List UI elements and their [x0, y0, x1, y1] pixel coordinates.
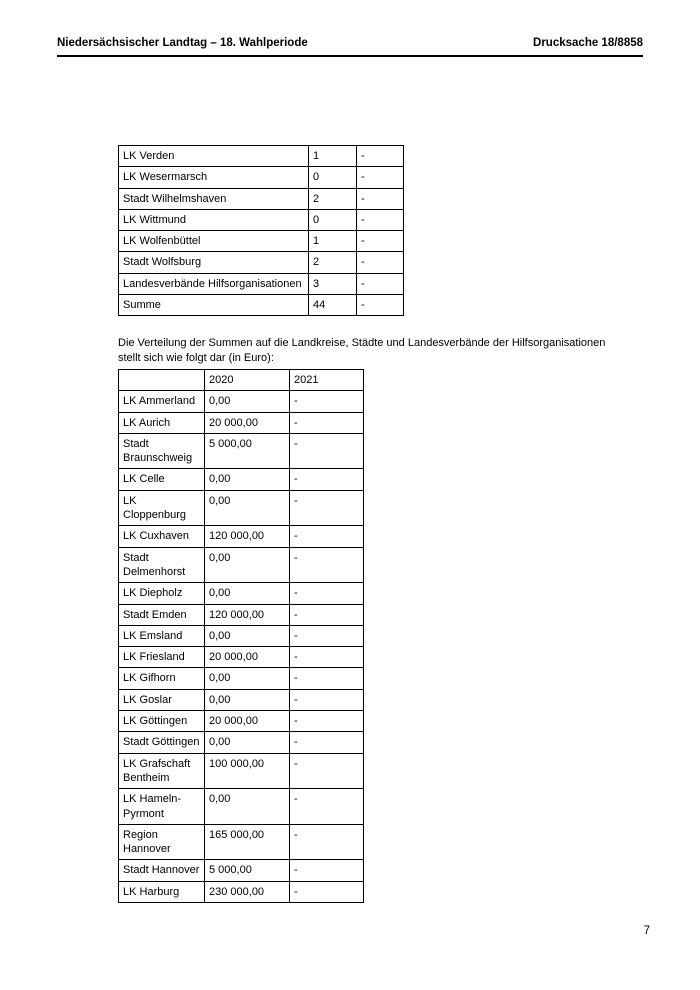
table-row	[119, 433, 364, 469]
table-cell: -	[357, 188, 404, 209]
table-cell: -	[290, 732, 364, 753]
table-cell: 20 000,00	[205, 412, 290, 433]
table-cell: 0,00	[205, 789, 290, 825]
table-cell: LK Wittmund	[119, 209, 309, 230]
table-cell: -	[290, 689, 364, 710]
table-cell: LK Emsland	[119, 625, 205, 646]
table-cell: Stadt Wilhelmshaven	[119, 188, 309, 209]
table-cell: 100 000,00	[205, 753, 290, 789]
table-row	[119, 167, 404, 188]
table-cell: 5 000,00	[205, 433, 290, 469]
table-cell: LK Grafschaft Bentheim	[119, 753, 205, 789]
table-cell: Landesverbände Hilfsorganisationen	[119, 273, 309, 294]
counts-table	[118, 145, 404, 316]
table-row	[119, 209, 404, 230]
table-cell: -	[357, 273, 404, 294]
table-cell: LK Friesland	[119, 647, 205, 668]
header-cell-2021: 2021	[290, 370, 364, 391]
table-row	[119, 252, 404, 273]
table-row	[119, 753, 364, 789]
table-cell: -	[357, 146, 404, 167]
table-cell: -	[290, 391, 364, 412]
table-row	[119, 711, 364, 732]
table-cell: 0,00	[205, 547, 290, 583]
table-row	[119, 689, 364, 710]
table-row	[119, 732, 364, 753]
header-cell-empty	[119, 370, 205, 391]
table-cell: -	[357, 167, 404, 188]
table-cell: 230 000,00	[205, 881, 290, 902]
table-cell: LK Gifhorn	[119, 668, 205, 689]
table-row	[119, 412, 364, 433]
table-cell: -	[290, 433, 364, 469]
table-cell: LK Celle	[119, 469, 205, 490]
table-cell: Stadt Hannover	[119, 860, 205, 881]
table-cell: LK Verden	[119, 146, 309, 167]
table-cell: 120 000,00	[205, 526, 290, 547]
table-cell: Region Hannover	[119, 824, 205, 860]
table-cell: 44	[309, 295, 357, 316]
table-cell: 20 000,00	[205, 711, 290, 732]
table-cell: LK Hameln-Pyrmont	[119, 789, 205, 825]
table-cell: 0,00	[205, 583, 290, 604]
table-row	[119, 625, 364, 646]
table-row	[119, 526, 364, 547]
table-cell: 0,00	[205, 469, 290, 490]
document-header-title: Niedersächsischer Landtag – 18. Wahlperiode	[57, 37, 308, 49]
table-cell: -	[290, 604, 364, 625]
table-row	[119, 469, 364, 490]
table-cell: 0,00	[205, 668, 290, 689]
table-cell: Stadt Wolfsburg	[119, 252, 309, 273]
table-cell: Stadt Emden	[119, 604, 205, 625]
table-cell: 1	[309, 146, 357, 167]
table-cell: -	[290, 881, 364, 902]
table-cell: LK Goslar	[119, 689, 205, 710]
table-cell: -	[290, 711, 364, 732]
table-cell: Stadt Braunschweig	[119, 433, 205, 469]
table-cell: 120 000,00	[205, 604, 290, 625]
table-row	[119, 391, 364, 412]
header-cell-2020: 2020	[205, 370, 290, 391]
table-row	[119, 604, 364, 625]
table-row	[119, 547, 364, 583]
table-row	[119, 824, 364, 860]
table-cell: LK Wesermarsch	[119, 167, 309, 188]
page-number: 7	[643, 925, 650, 937]
table-header-row	[119, 370, 364, 391]
table-row	[119, 647, 364, 668]
table-cell: 2	[309, 188, 357, 209]
table-cell: -	[357, 252, 404, 273]
table-cell: -	[290, 412, 364, 433]
table-cell: LK Göttingen	[119, 711, 205, 732]
table-cell: 20 000,00	[205, 647, 290, 668]
table-cell: 3	[309, 273, 357, 294]
table-cell: -	[290, 824, 364, 860]
table-row	[119, 789, 364, 825]
table-cell: -	[357, 209, 404, 230]
table-cell: -	[290, 583, 364, 604]
table-cell: LK Diepholz	[119, 583, 205, 604]
euro-distribution-table	[118, 369, 364, 903]
table-cell: 0	[309, 167, 357, 188]
table-cell: 2	[309, 252, 357, 273]
table-cell: -	[290, 547, 364, 583]
table-cell: 0,00	[205, 625, 290, 646]
table-cell: LK Cuxhaven	[119, 526, 205, 547]
table-cell: LK Ammerland	[119, 391, 205, 412]
table-cell: -	[290, 647, 364, 668]
table-cell: -	[290, 789, 364, 825]
table-cell: -	[357, 295, 404, 316]
table-cell: 5 000,00	[205, 860, 290, 881]
document-header-drucksache: Drucksache 18/8858	[533, 37, 643, 49]
table-row	[119, 146, 404, 167]
table-row	[119, 295, 404, 316]
table-cell: 0,00	[205, 391, 290, 412]
table-cell: 165 000,00	[205, 824, 290, 860]
table-row	[119, 860, 364, 881]
table-cell: LK Cloppenburg	[119, 490, 205, 526]
table-cell: -	[290, 753, 364, 789]
table-row	[119, 231, 404, 252]
table-row	[119, 188, 404, 209]
table-row	[119, 668, 364, 689]
table-cell: 0,00	[205, 689, 290, 710]
table-row	[119, 490, 364, 526]
table-cell: -	[290, 860, 364, 881]
table-row	[119, 273, 404, 294]
table-cell: Stadt Delmenhorst	[119, 547, 205, 583]
table-cell: LK Aurich	[119, 412, 205, 433]
table-cell: -	[290, 668, 364, 689]
table-row	[119, 881, 364, 902]
table-cell: Summe	[119, 295, 309, 316]
table-cell: 1	[309, 231, 357, 252]
table-cell: -	[357, 231, 404, 252]
table-cell: -	[290, 469, 364, 490]
table-cell: LK Wolfenbüttel	[119, 231, 309, 252]
table-cell: LK Harburg	[119, 881, 205, 902]
table-row	[119, 583, 364, 604]
table-cell: 0,00	[205, 732, 290, 753]
table-cell: -	[290, 526, 364, 547]
header-divider	[57, 55, 643, 57]
table-cell: -	[290, 490, 364, 526]
table-cell: 0,00	[205, 490, 290, 526]
table-cell: -	[290, 625, 364, 646]
intro-paragraph: Die Verteilung der Summen auf die Landkreise, Städte und Landesverbände der Hilfsorganisationen stellt sich wie folgt dar (in Euro):	[118, 337, 606, 364]
table-cell: 0	[309, 209, 357, 230]
table-cell: Stadt Göttingen	[119, 732, 205, 753]
